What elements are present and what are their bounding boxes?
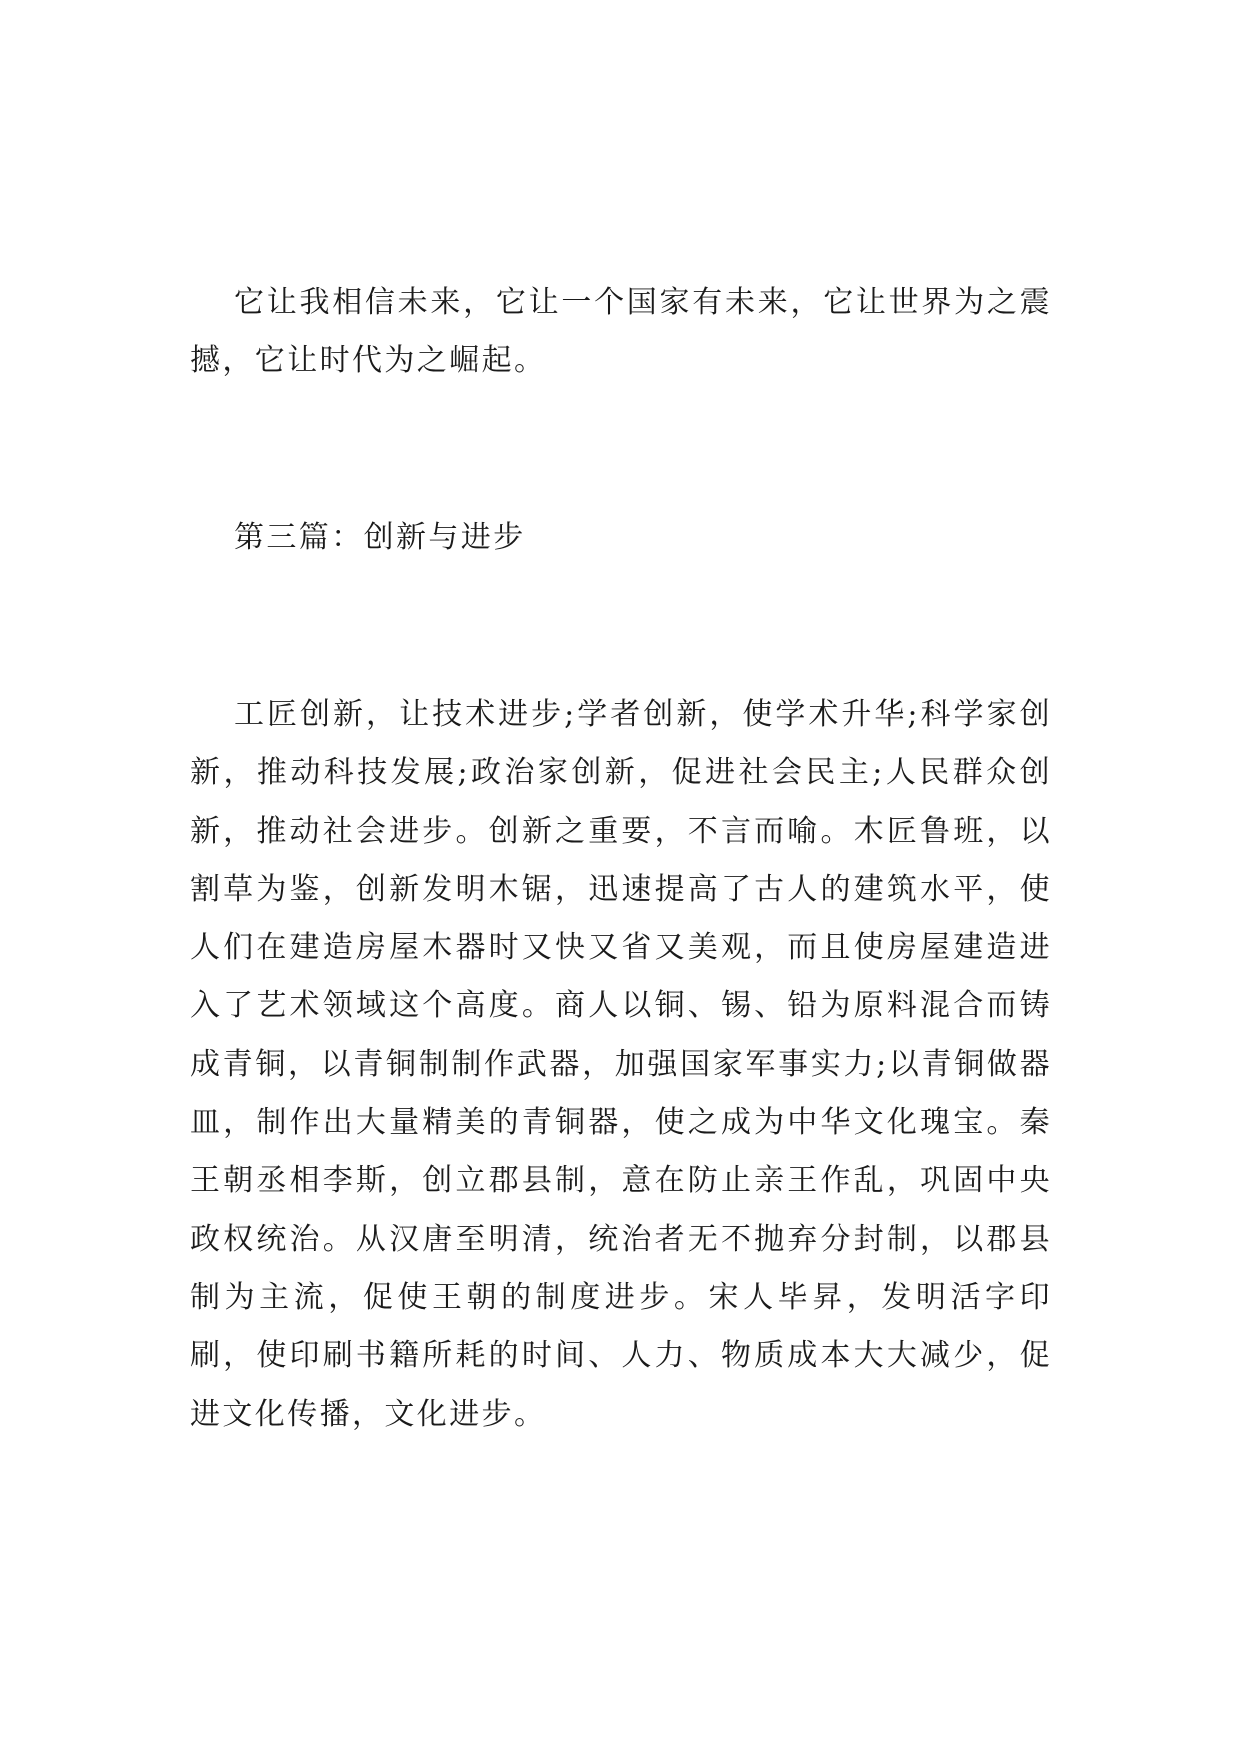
section-heading: 第三篇：创新与进步 <box>234 520 526 555</box>
paragraph-intro: 它让我相信未来，它让一个国家有未来，它让世界为之震撼，它让时代为之崛起。 <box>190 285 1052 379</box>
paragraph-innovation: 工匠创新，让技术进步;学者创新，使学术升华;科学家创新，推动科技发展;政治家创新，促进社会民主;人民群众创新，推动社会进步。创新之重要，不言而喻。木匠鲁班，以割草为鉴，创新发明木锯，迅速提高了古人的建筑水平，使人们在建造房屋木器时又快又省又美观，而且使房屋建造进入了艺术领域这个高度。商人以铜、锡、铅为原料混合而铸成青铜，以青铜制制作武器，加强国家军事实力;以青铜做器皿，制作出大量精美的青铜器，使之成为中华文化瑰宝。秦王朝丞相李斯，创立郡县制，意在防止亲王作乱，巩固中央政权统治。从汉唐至明清，统治者无不抛弃分封制，以郡县制为主流，促使王朝的制度进步。宋人毕昇，发明活字印刷，使印刷书籍所耗的时间、人力、物质成本大大减少，促进文化传播，文化进步。 <box>190 697 1052 1432</box>
